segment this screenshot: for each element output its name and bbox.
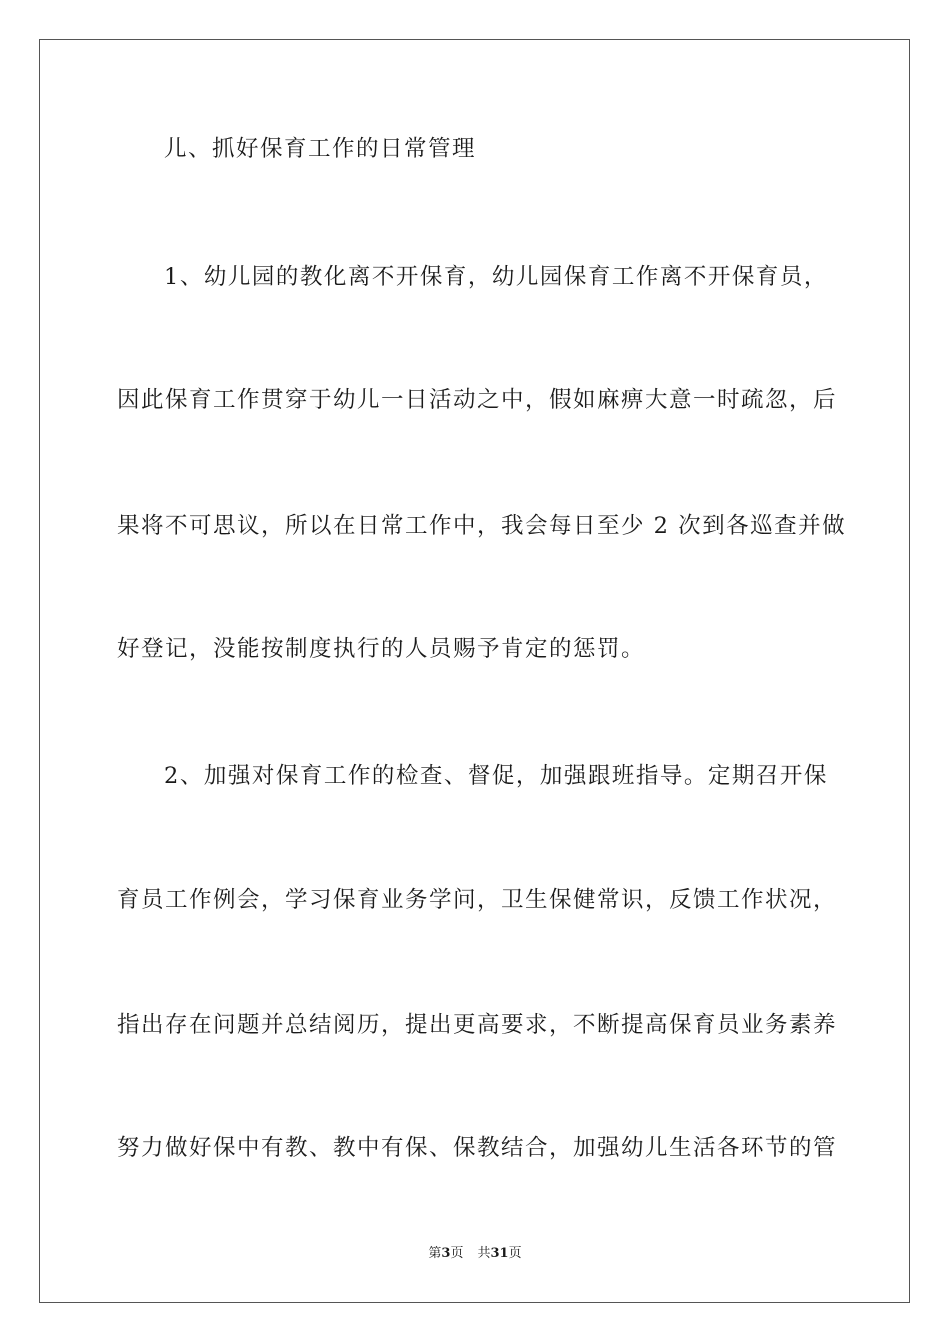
- total-pages: 31: [490, 1246, 509, 1261]
- paragraph-line: 1、幼儿园的教化离不开保育，幼儿园保育工作离不开保育员，: [164, 264, 828, 290]
- paragraph-line: 育员工作例会，学习保育业务学问，卫生保健常识，反馈工作状况，: [117, 887, 838, 913]
- page-suffix: 页: [450, 1246, 464, 1261]
- paragraph-line: 指出存在问题并总结阅历，提出更高要求，不断提高保育员业务素养: [117, 1012, 838, 1038]
- total-suffix: 页: [508, 1246, 522, 1261]
- page-number: 3: [441, 1246, 451, 1261]
- page-border: [39, 39, 910, 1303]
- paragraph-line: 2、加强对保育工作的检查、督促，加强跟班指导。定期召开保: [164, 763, 828, 789]
- paragraph-line: 因此保育工作贯穿于幼儿一日活动之中，假如麻痹大意一时疏忽，后: [117, 387, 838, 413]
- page-footer: [0, 1245, 950, 1263]
- total-prefix: 共: [477, 1246, 491, 1261]
- paragraph-line: 努力做好保中有教、教中有保、保教结合，加强幼儿生活各环节的管: [117, 1135, 838, 1161]
- page-prefix: 第: [428, 1246, 442, 1261]
- paragraph-line: 好登记，没能按制度执行的人员赐予肯定的惩罚。: [117, 636, 646, 662]
- section-heading: 儿、抓好保育工作的日常管理: [164, 136, 477, 162]
- paragraph-line: 果将不可思议，所以在日常工作中，我会每日至少 2 次到各巡查并做: [117, 513, 847, 539]
